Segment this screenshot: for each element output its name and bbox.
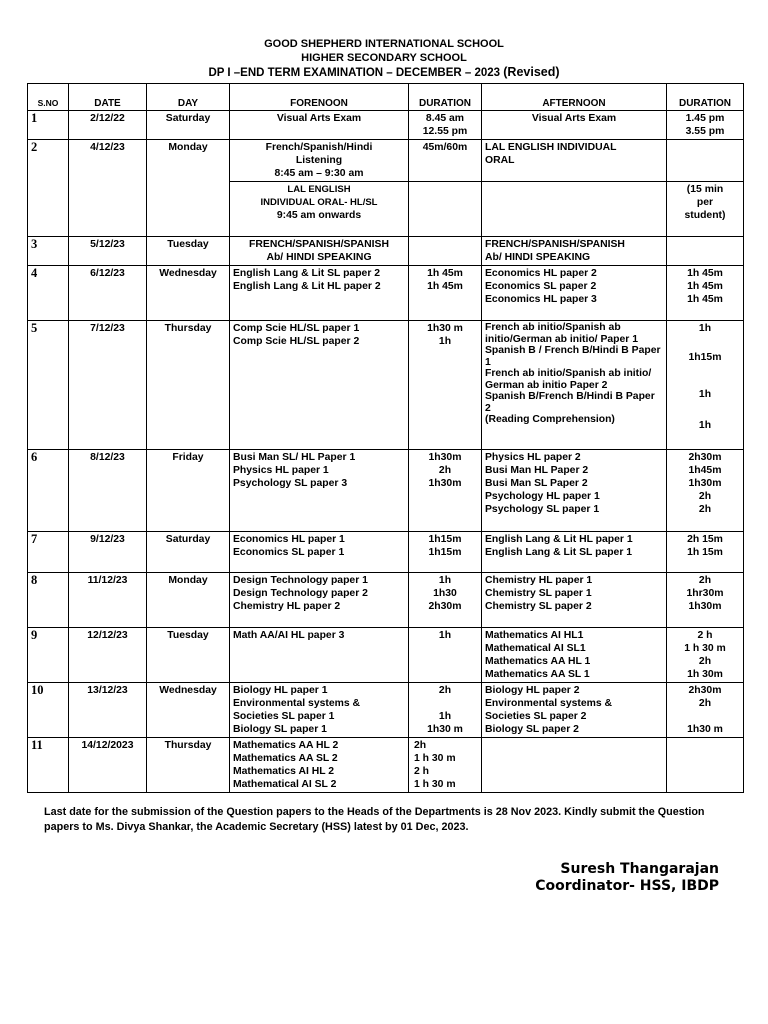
table-row: [28, 450, 744, 532]
table-row: [28, 532, 744, 573]
afternoon-duration: 1.45 pm: [685, 113, 725, 124]
forenoon-subject: Mathematics AA SL 2: [233, 753, 338, 764]
row-day: Friday: [147, 450, 230, 532]
forenoon-subject: Societies SL paper 1: [233, 711, 335, 722]
afternoon-subject: Chemistry SL paper 1: [485, 588, 592, 599]
forenoon-duration-cell: [409, 237, 482, 266]
afternoon-duration-cell: [667, 237, 744, 266]
row-date: 5/12/23: [69, 237, 147, 266]
forenoon-duration-cell: [409, 182, 482, 237]
forenoon-subject: Economics HL paper 1: [233, 534, 345, 545]
afternoon-subject: Biology SL paper 2: [485, 724, 579, 735]
afternoon-subject: Busi Man HL Paper 2: [485, 465, 589, 476]
revised-label: (Revised): [503, 65, 560, 79]
forenoon-duration: 45m/60m: [422, 142, 468, 153]
row-day: Thursday: [147, 321, 230, 450]
forenoon-cell: [230, 140, 409, 182]
afternoon-duration-cell: [667, 321, 744, 450]
table-row: [28, 111, 744, 140]
forenoon-subject: English Lang & Lit SL paper 2: [233, 268, 381, 279]
forenoon-duration-cell: [409, 738, 482, 793]
row-sno: 4: [28, 266, 69, 321]
forenoon-duration-cell: [409, 450, 482, 532]
afternoon-subject: French ab initio/Spanish ab initio/German ab initio/ Paper 1: [485, 322, 639, 345]
afternoon-cell: [482, 573, 667, 628]
forenoon-duration: 1h30: [433, 588, 457, 599]
forenoon-duration: 1h: [438, 336, 452, 347]
forenoon-duration: 2 h: [414, 766, 430, 777]
forenoon-duration-cell: [409, 573, 482, 628]
afternoon-subject: Physics HL paper 2: [485, 452, 581, 463]
forenoon-duration-cell: [409, 321, 482, 450]
forenoon-subject: French/Spanish/Hindi: [265, 142, 373, 153]
afternoon-duration: 1h 45m: [687, 294, 723, 305]
afternoon-cell: [482, 182, 667, 237]
row-sno: 2: [28, 140, 69, 237]
forenoon-subject: Chemistry HL paper 2: [233, 601, 341, 612]
forenoon-duration: 1h30 m: [427, 323, 463, 334]
table-row: [28, 140, 744, 182]
row-sno: 7: [28, 532, 69, 573]
column-header-forenoon: FORENOON: [230, 84, 409, 111]
afternoon-duration: 1h: [698, 420, 712, 431]
afternoon-subject: Mathematics AA HL 1: [485, 656, 591, 667]
afternoon-subject: Economics HL paper 3: [485, 294, 597, 305]
afternoon-duration-cell: [667, 266, 744, 321]
forenoon-duration-cell: [409, 140, 482, 182]
exam-schedule-table: [27, 83, 744, 793]
forenoon-subject: Math AA/AI HL paper 3: [233, 630, 345, 641]
afternoon-duration: 1h 45m: [687, 268, 723, 279]
afternoon-cell: [482, 321, 667, 450]
forenoon-duration: 1h30m: [428, 452, 462, 463]
forenoon-cell: [230, 532, 409, 573]
afternoon-duration-cell: [667, 628, 744, 683]
forenoon-subject: Psychology SL paper 3: [233, 478, 348, 489]
row-day: Tuesday: [147, 237, 230, 266]
forenoon-subject: Environmental systems &: [233, 698, 361, 709]
afternoon-subject: Busi Man SL Paper 2: [485, 478, 588, 489]
afternoon-subject: Chemistry SL paper 2: [485, 601, 592, 612]
afternoon-duration: 1h: [698, 323, 712, 334]
forenoon-duration: 1 h 30 m: [414, 753, 456, 764]
afternoon-duration: 2 h: [697, 630, 713, 641]
afternoon-duration: 2h: [698, 656, 712, 667]
afternoon-duration-cell: [667, 140, 744, 182]
row-day: Monday: [147, 573, 230, 628]
forenoon-subject: FRENCH/SPANISH/SPANISH: [249, 239, 389, 250]
afternoon-cell: [482, 266, 667, 321]
afternoon-duration: 3.55 pm: [685, 126, 725, 137]
afternoon-subject: Psychology SL paper 1: [485, 504, 600, 515]
forenoon-subject: Ab/ HINDI SPEAKING: [266, 252, 372, 263]
forenoon-cell: [230, 266, 409, 321]
forenoon-subject: Comp Scie HL/SL paper 1: [233, 323, 360, 334]
forenoon-cell: [230, 182, 409, 237]
afternoon-subject: Economics HL paper 2: [485, 268, 597, 279]
afternoon-duration: 1h30m: [688, 601, 722, 612]
forenoon-duration: 2h30m: [428, 601, 462, 612]
afternoon-duration: 1h 30m: [687, 669, 723, 680]
afternoon-cell: [482, 140, 667, 182]
afternoon-cell: [482, 628, 667, 683]
exam-title-line: [0, 65, 768, 80]
afternoon-cell: [482, 111, 667, 140]
afternoon-subject: LAL ENGLISH INDIVIDUAL: [485, 142, 617, 153]
forenoon-subject: Mathematics AI HL 2: [233, 766, 335, 777]
forenoon-duration: 12.55 pm: [422, 126, 468, 137]
afternoon-duration: 1h30m: [688, 478, 722, 489]
row-date: 2/12/22: [69, 111, 147, 140]
column-header-day: DAY: [147, 84, 230, 111]
column-header-afternoon-duration: DURATION: [667, 84, 744, 111]
row-day: Saturday: [147, 111, 230, 140]
forenoon-subject: Physics HL paper 1: [233, 465, 329, 476]
row-sno: 10: [28, 683, 69, 738]
forenoon-duration: 1h30 m: [427, 724, 463, 735]
row-sno: 6: [28, 450, 69, 532]
forenoon-duration: 1h: [438, 711, 452, 722]
forenoon-subject: Design Technology paper 2: [233, 588, 368, 599]
forenoon-cell: [230, 573, 409, 628]
afternoon-duration-cell: [667, 111, 744, 140]
row-date: 4/12/23: [69, 140, 147, 237]
afternoon-duration: 1 h 30 m: [684, 643, 726, 654]
afternoon-duration: 2h: [698, 504, 712, 515]
afternoon-duration: 2h: [698, 698, 712, 709]
section-name: HIGHER SECONDARY SCHOOL: [301, 52, 467, 64]
afternoon-duration-cell: [667, 738, 744, 793]
afternoon-subject: Spanish B/French B/Hindi B Paper 2: [485, 391, 655, 414]
afternoon-cell: [482, 450, 667, 532]
signatory-name: Suresh Thangarajan: [560, 861, 719, 877]
afternoon-cell: [482, 532, 667, 573]
row-date: 14/12/2023: [69, 738, 147, 793]
column-header-sno: S.NO: [28, 84, 69, 111]
row-day: Wednesday: [147, 266, 230, 321]
column-header-date: DATE: [69, 84, 147, 111]
afternoon-subject: English Lang & Lit SL paper 1: [485, 547, 633, 558]
school-name: GOOD SHEPHERD INTERNATIONAL SCHOOL: [264, 38, 504, 50]
forenoon-subject: English Lang & Lit HL paper 2: [233, 281, 381, 292]
afternoon-subject: Environmental systems &: [485, 698, 613, 709]
signature-block: [535, 861, 719, 895]
forenoon-subject: Economics SL paper 1: [233, 547, 345, 558]
row-date: 11/12/23: [69, 573, 147, 628]
forenoon-duration: 1h 45m: [427, 268, 463, 279]
forenoon-cell: [230, 450, 409, 532]
forenoon-duration: 2h: [438, 685, 452, 696]
afternoon-subject: Mathematics AI HL1: [485, 630, 584, 641]
table-header-row: [28, 84, 744, 111]
forenoon-subject: Comp Scie HL/SL paper 2: [233, 336, 360, 347]
afternoon-cell: [482, 738, 667, 793]
afternoon-duration: 1h45m: [688, 465, 722, 476]
row-sno: 3: [28, 237, 69, 266]
afternoon-duration: [670, 710, 740, 723]
row-date: 7/12/23: [69, 321, 147, 450]
forenoon-subject: 9:45 am onwards: [276, 210, 362, 221]
table-row: [28, 683, 744, 738]
afternoon-duration: 1h: [698, 389, 712, 400]
table-row: [28, 321, 744, 450]
afternoon-duration: 2h: [698, 575, 712, 586]
afternoon-duration: 2h30m: [688, 452, 722, 463]
table-row: [28, 628, 744, 683]
forenoon-subject: 8:45 am – 9:30 am: [274, 168, 364, 179]
afternoon-duration: 2h30m: [688, 685, 722, 696]
row-day: Tuesday: [147, 628, 230, 683]
afternoon-duration-cell: [667, 182, 744, 237]
row-date: 12/12/23: [69, 628, 147, 683]
forenoon-duration: 2h: [438, 465, 452, 476]
forenoon-duration-cell: [409, 628, 482, 683]
afternoon-duration: 1h15m: [688, 352, 722, 363]
row-sno: 5: [28, 321, 69, 450]
row-sno: 1: [28, 111, 69, 140]
forenoon-subject: Mathematics AA HL 2: [233, 740, 339, 751]
forenoon-subject: LAL ENGLISH: [287, 184, 351, 195]
afternoon-subject: Spanish B / French B/Hindi B Paper 1: [485, 345, 661, 368]
afternoon-subject: Chemistry HL paper 1: [485, 575, 593, 586]
afternoon-subject: Mathematics AA SL 1: [485, 669, 590, 680]
table-row: [28, 738, 744, 793]
forenoon-subject: Visual Arts Exam: [276, 113, 362, 124]
afternoon-duration: 2h 15m: [687, 534, 723, 545]
forenoon-subject: Biology SL paper 1: [233, 724, 327, 735]
forenoon-subject: INDIVIDUAL ORAL- HL/SL: [260, 197, 378, 208]
afternoon-cell: [482, 237, 667, 266]
exam-title: DP I –END TERM EXAMINATION – DECEMBER – 2023: [208, 67, 501, 79]
row-date: 8/12/23: [69, 450, 147, 532]
forenoon-duration: 1 h 30 m: [414, 779, 456, 790]
submission-note: Last date for the submission of the Question papers to the Heads of the Departments is 28 Nov 2023. Kindly submit the Question papers to Ms. Divya Shankar, the Academic Secretary (HSS) latest by 01 Dec, 2023.: [44, 806, 705, 833]
forenoon-subject: Design Technology paper 1: [233, 575, 368, 586]
forenoon-duration: 1h: [438, 575, 452, 586]
afternoon-subject: FRENCH/SPANISH/SPANISH: [485, 239, 625, 250]
afternoon-cell: [482, 683, 667, 738]
forenoon-duration-cell: [409, 111, 482, 140]
table-row: [28, 266, 744, 321]
afternoon-subject: Mathematical AI SL1: [485, 643, 586, 654]
row-date: 6/12/23: [69, 266, 147, 321]
afternoon-duration: 1h 15m: [687, 547, 723, 558]
afternoon-subject: Biology HL paper 2: [485, 685, 580, 696]
forenoon-cell: [230, 628, 409, 683]
forenoon-duration: 2h: [414, 740, 427, 751]
row-date: 9/12/23: [69, 532, 147, 573]
forenoon-subject: Busi Man SL/ HL Paper 1: [233, 452, 356, 463]
forenoon-duration: 1h15m: [428, 534, 462, 545]
column-header-forenoon-duration: DURATION: [409, 84, 482, 111]
forenoon-duration: 1h 45m: [427, 281, 463, 292]
row-day: Wednesday: [147, 683, 230, 738]
afternoon-subject: ORAL: [485, 155, 515, 166]
afternoon-duration-cell: [667, 532, 744, 573]
forenoon-duration-cell: [409, 266, 482, 321]
row-sno: 11: [28, 738, 69, 793]
forenoon-subject: Biology HL paper 1: [233, 685, 328, 696]
afternoon-duration: student): [684, 210, 726, 221]
afternoon-duration: 1h 45m: [687, 281, 723, 292]
forenoon-duration: [412, 697, 478, 710]
afternoon-duration: 2h: [698, 491, 712, 502]
afternoon-subject: English Lang & Lit HL paper 1: [485, 534, 633, 545]
afternoon-duration-cell: [667, 683, 744, 738]
row-day: Thursday: [147, 738, 230, 793]
column-header-afternoon: AFTERNOON: [482, 84, 667, 111]
afternoon-subject: Economics SL paper 2: [485, 281, 597, 292]
forenoon-duration: 1h15m: [428, 547, 462, 558]
table-row: [28, 237, 744, 266]
afternoon-subject: French ab initio/Spanish ab initio/ German ab initio Paper 2: [485, 368, 652, 391]
afternoon-duration-cell: [667, 573, 744, 628]
forenoon-subject: Listening: [295, 155, 343, 166]
row-day: Monday: [147, 140, 230, 237]
table-row: [28, 573, 744, 628]
signatory-role: Coordinator- HSS, IBDP: [535, 878, 719, 894]
forenoon-duration: 8.45 am: [425, 113, 465, 124]
forenoon-cell: [230, 237, 409, 266]
afternoon-subject: (Reading Comprehension): [485, 414, 615, 425]
row-date: 13/12/23: [69, 683, 147, 738]
forenoon-cell: [230, 111, 409, 140]
row-day: Saturday: [147, 532, 230, 573]
forenoon-duration: 1h: [438, 630, 452, 641]
afternoon-duration: 1hr30m: [686, 588, 724, 599]
forenoon-subject: Mathematical AI SL 2: [233, 779, 337, 790]
row-sno: 8: [28, 573, 69, 628]
row-sno: 9: [28, 628, 69, 683]
forenoon-duration-cell: [409, 683, 482, 738]
afternoon-duration: (15 min: [686, 184, 724, 195]
forenoon-cell: [230, 321, 409, 450]
afternoon-duration: 1h30 m: [687, 724, 723, 735]
afternoon-subject: Societies SL paper 2: [485, 711, 587, 722]
afternoon-duration: per: [696, 197, 714, 208]
afternoon-subject: Ab/ HINDI SPEAKING: [485, 252, 591, 263]
forenoon-duration: 1h30m: [428, 478, 462, 489]
afternoon-duration-cell: [667, 450, 744, 532]
afternoon-subject: Visual Arts Exam: [531, 113, 617, 124]
forenoon-duration-cell: [409, 532, 482, 573]
forenoon-cell: [230, 738, 409, 793]
document-header: [0, 37, 768, 80]
forenoon-cell: [230, 683, 409, 738]
afternoon-subject: Psychology HL paper 1: [485, 491, 600, 502]
